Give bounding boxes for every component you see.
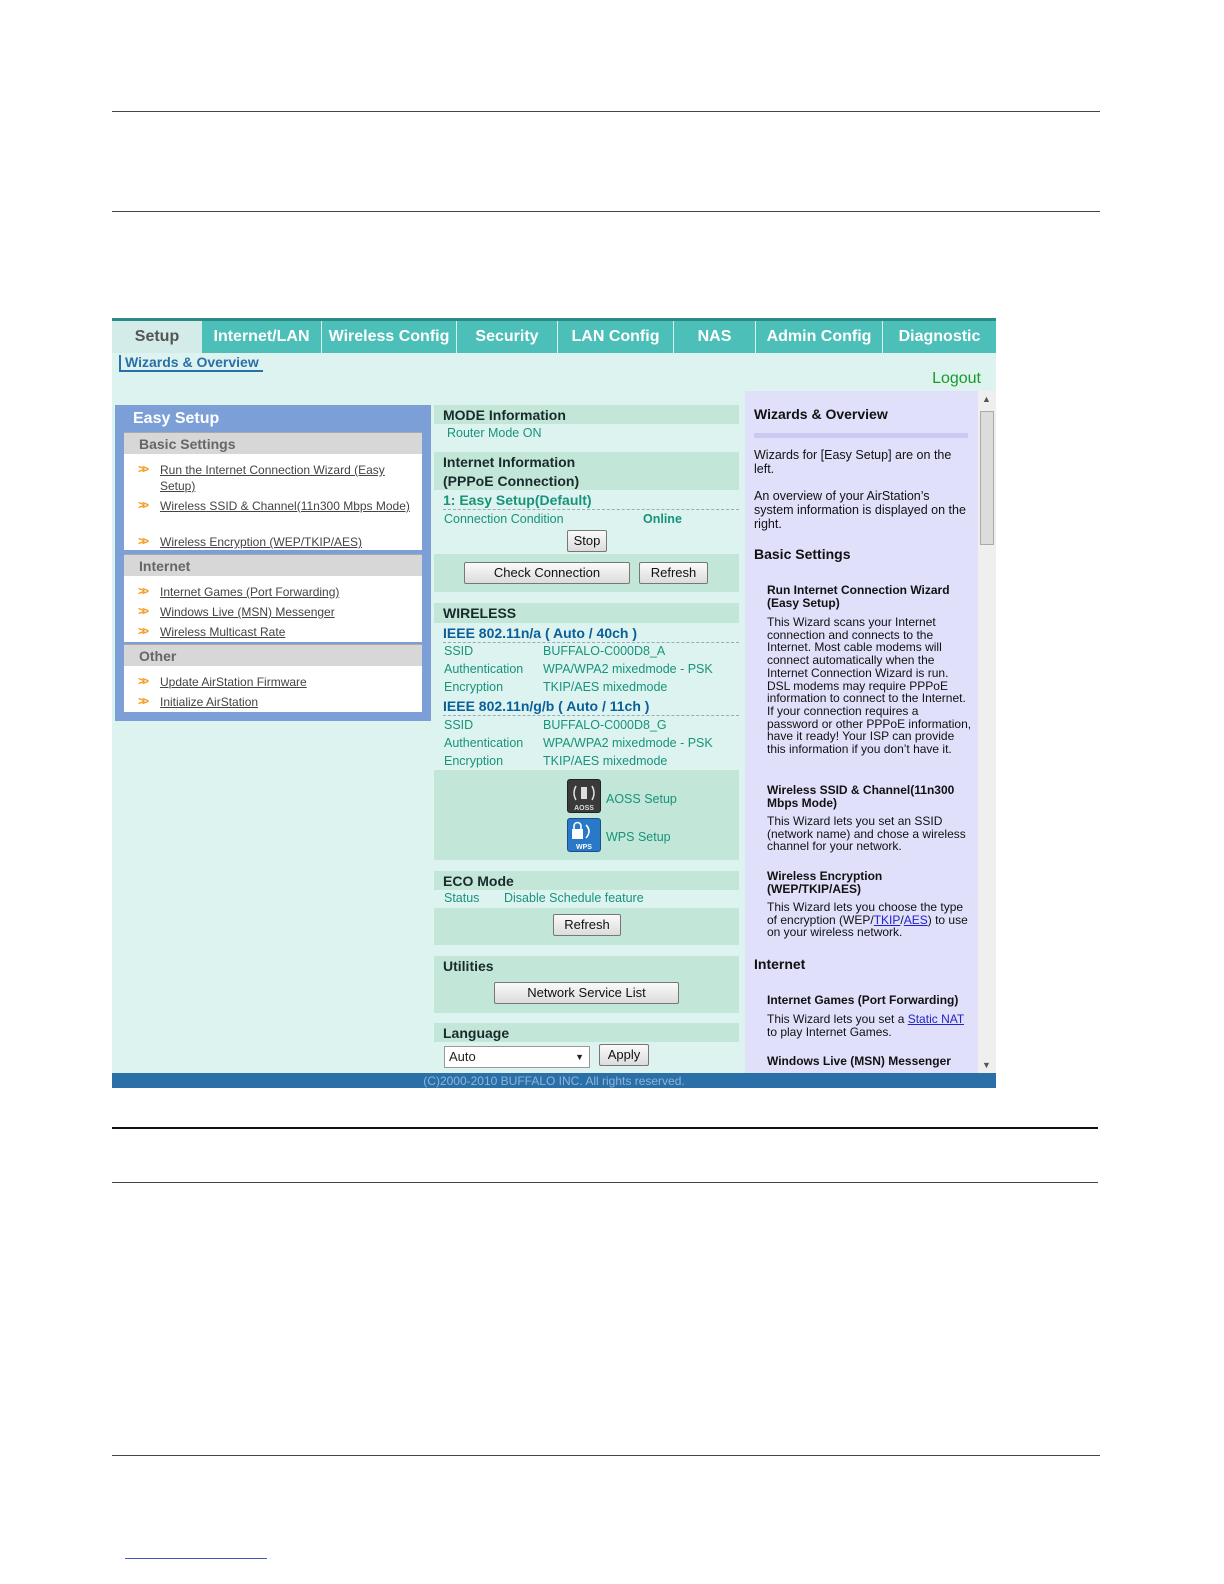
footnote-rule xyxy=(125,1558,267,1559)
tab-lan-config[interactable]: LAN Config xyxy=(558,321,674,353)
menu-item-label[interactable]: Wireless Encryption (WEP/TKIP/AES) xyxy=(160,535,363,549)
easy-setup-menu xyxy=(115,405,431,721)
internet-list xyxy=(124,576,422,642)
band-g-heading: IEEE 802.11n/g/b ( Auto / 11ch ) xyxy=(443,698,650,714)
auth-label: Authentication xyxy=(444,662,524,676)
band-a-heading: IEEE 802.11n/a ( Auto / 40ch ) xyxy=(443,625,637,641)
help-basic-settings-heading: Basic Settings xyxy=(754,546,851,562)
double-chevron-icon: >> xyxy=(138,462,147,476)
wps-setup-link[interactable]: WPS Setup xyxy=(606,830,671,844)
section-internet: Internet xyxy=(124,554,422,576)
scroll-up-icon[interactable]: ▲ xyxy=(982,394,991,404)
pppoe-connection-label: (PPPoE Connection) xyxy=(443,473,580,489)
utilities-panel xyxy=(434,956,739,1013)
help-encryption-text xyxy=(767,901,972,939)
tab-wireless-config[interactable]: Wireless Config xyxy=(322,321,457,353)
help-msn-heading: Windows Live (MSN) Messenger xyxy=(767,1054,951,1068)
double-chevron-icon: >> xyxy=(138,674,147,688)
double-chevron-icon: >> xyxy=(138,584,147,598)
language-title: Language xyxy=(443,1025,510,1041)
band-g-auth: WPA/WPA2 mixedmode - PSK xyxy=(543,736,713,750)
help-encryption-heading: Wireless Encryption (WEP/TKIP/AES) xyxy=(767,869,883,896)
scroll-down-icon[interactable]: ▼ xyxy=(982,1060,991,1070)
router-mode-status: Router Mode ON xyxy=(447,426,542,440)
help-games-text-1: This Wizard lets you set a xyxy=(767,1012,908,1026)
ssid-label: SSID xyxy=(444,718,474,732)
auth-label: Authentication xyxy=(444,736,524,750)
divider xyxy=(443,715,739,716)
scroll-thumb[interactable] xyxy=(980,411,994,545)
mode-info-panel xyxy=(434,405,739,443)
encryption-label: Encryption xyxy=(444,754,504,768)
connection-condition-label: Connection Condition xyxy=(444,512,564,526)
help-encryption-text-2: ) to use on your wireless network. xyxy=(767,912,968,940)
tab-setup[interactable]: Setup xyxy=(112,321,202,353)
menu-item-label[interactable]: Windows Live (MSN) Messenger xyxy=(160,605,335,619)
eco-refresh-button[interactable]: Refresh xyxy=(553,914,621,936)
network-service-list-button[interactable]: Network Service List xyxy=(494,982,679,1004)
internet-info-title: Internet Information xyxy=(443,454,576,470)
connection-status-value: Online xyxy=(643,512,682,526)
help-encryption-slash: / xyxy=(900,912,904,927)
basic-settings-list xyxy=(124,454,422,550)
aoss-icon-text: AOSS xyxy=(574,805,594,812)
sub-navigation xyxy=(112,353,996,391)
help-scrollbar[interactable] xyxy=(978,391,996,1073)
aes-link[interactable]: AES xyxy=(903,912,928,927)
help-ssid-heading: Wireless SSID & Channel(11n300 Mbps Mode) xyxy=(767,783,955,810)
divider xyxy=(443,642,739,643)
help-games-heading: Internet Games (Port Forwarding) xyxy=(767,993,959,1007)
easy-setup-title: Easy Setup xyxy=(133,410,220,427)
internet-info-panel xyxy=(434,452,739,592)
tab-internet-lan[interactable]: Internet/LAN xyxy=(202,321,322,353)
wps-icon[interactable] xyxy=(567,818,601,852)
aoss-icon[interactable] xyxy=(567,779,601,813)
page-rule-bottom xyxy=(112,1455,1100,1456)
help-ssid-text: This Wizard lets you set an SSID (network name) and chose a wireless channel for your network. xyxy=(767,814,966,854)
help-panel xyxy=(745,391,978,1073)
help-encryption-text-1: This Wizard lets you choose the type of encryption (WEP/ xyxy=(767,900,964,927)
section-other: Other xyxy=(124,644,422,666)
wireless-info-panel xyxy=(434,603,739,860)
menu-item-label[interactable]: Run the Internet Connection Wizard (Easy Setup) xyxy=(160,463,385,493)
language-select-value: Auto xyxy=(449,1049,476,1064)
band-g-ssid: BUFFALO-C000D8_G xyxy=(543,718,667,732)
double-chevron-icon: >> xyxy=(138,624,147,638)
tab-security[interactable]: Security xyxy=(457,321,558,353)
double-chevron-icon: >> xyxy=(138,604,147,618)
help-run-wizard-text: This Wizard scans your Internet connection and connects to the Internet. Most cable modems will connect automatically when the Internet Connection Wizard is run. DSL modems may require PPPoE information to connect to the Internet. If your connection requires a password or other PPPoE information, have it ready! Your ISP can provide this information if you don’t have it. xyxy=(767,615,972,757)
double-chevron-icon: >> xyxy=(138,498,147,512)
tab-nas[interactable]: NAS xyxy=(674,321,756,353)
language-panel xyxy=(434,1023,739,1073)
eco-mode-panel xyxy=(434,871,739,945)
eco-mode-title: ECO Mode xyxy=(443,873,514,889)
band-g-encryption: TKIP/AES mixedmode xyxy=(543,754,668,768)
language-apply-button[interactable]: Apply xyxy=(599,1044,649,1066)
page-rule-2 xyxy=(112,211,1100,212)
band-a-auth: WPA/WPA2 mixedmode - PSK xyxy=(543,662,713,676)
internet-refresh-button[interactable]: Refresh xyxy=(639,562,708,584)
eco-status-label: Status xyxy=(444,891,480,905)
help-para-1: Wizards for [Easy Setup] are on the left. xyxy=(754,448,952,476)
tab-diagnostic[interactable]: Diagnostic xyxy=(898,328,981,345)
encryption-label: Encryption xyxy=(444,680,504,694)
menu-item-label[interactable]: Update AirStation Firmware xyxy=(160,675,307,689)
menu-item-label[interactable]: Initialize AirStation xyxy=(160,695,259,709)
wireless-title: WIRELESS xyxy=(443,605,517,621)
logout-link[interactable]: Logout xyxy=(932,370,981,387)
subtab-wizards-overview[interactable]: Wizards & Overview xyxy=(119,355,263,372)
divider xyxy=(443,509,739,510)
tkip-link[interactable]: TKIP xyxy=(873,912,901,927)
eco-status-value: Disable Schedule feature xyxy=(504,891,644,905)
check-connection-button[interactable]: Check Connection xyxy=(464,562,630,584)
help-divider xyxy=(754,433,968,438)
main-tab-bar xyxy=(112,318,996,353)
band-a-encryption: TKIP/AES mixedmode xyxy=(543,680,668,694)
static-nat-link[interactable]: Static NAT xyxy=(907,1012,964,1026)
double-chevron-icon: >> xyxy=(138,694,147,708)
page-rule-4 xyxy=(112,1182,1098,1183)
router-admin-screenshot xyxy=(112,318,996,1088)
page-rule-3 xyxy=(112,1127,1098,1129)
section-basic-settings: Basic Settings xyxy=(124,432,422,454)
page-rule-top xyxy=(112,111,1100,112)
double-chevron-icon: >> xyxy=(138,534,147,548)
help-games-text xyxy=(767,1013,972,1038)
menu-item-label[interactable]: Wireless SSID & Channel(11n300 Mbps Mode) xyxy=(160,499,410,513)
pppoe-profile: 1: Easy Setup(Default) xyxy=(443,492,592,508)
ssid-label: SSID xyxy=(444,644,474,658)
utilities-title: Utilities xyxy=(443,958,494,974)
chevron-down-icon: ▼ xyxy=(575,1052,584,1062)
other-list xyxy=(124,666,422,712)
mode-info-title: MODE Information xyxy=(443,407,566,423)
menu-item-label[interactable]: Internet Games (Port Forwarding) xyxy=(160,585,340,599)
help-games-text-2: to play Internet Games. xyxy=(767,1024,892,1039)
help-internet-heading: Internet xyxy=(754,956,806,972)
help-title: Wizards & Overview xyxy=(754,406,888,422)
stop-button[interactable]: Stop xyxy=(567,530,607,552)
band-a-ssid: BUFFALO-C000D8_A xyxy=(543,644,666,658)
copyright-footer: (C)2000-2010 BUFFALO INC. All rights reserved. xyxy=(112,1073,996,1088)
wps-icon-text: WPS xyxy=(576,844,592,851)
aoss-setup-link[interactable]: AOSS Setup xyxy=(606,792,677,806)
help-run-wizard-heading: Run Internet Connection Wizard (Easy Setup) xyxy=(767,583,950,610)
tab-admin-config[interactable]: Admin Config xyxy=(756,321,883,353)
language-select[interactable] xyxy=(444,1046,590,1068)
help-para-2: An overview of your AirStation’s system information is displayed on the right. xyxy=(754,489,966,531)
menu-item-label[interactable]: Wireless Multicast Rate xyxy=(160,625,286,639)
